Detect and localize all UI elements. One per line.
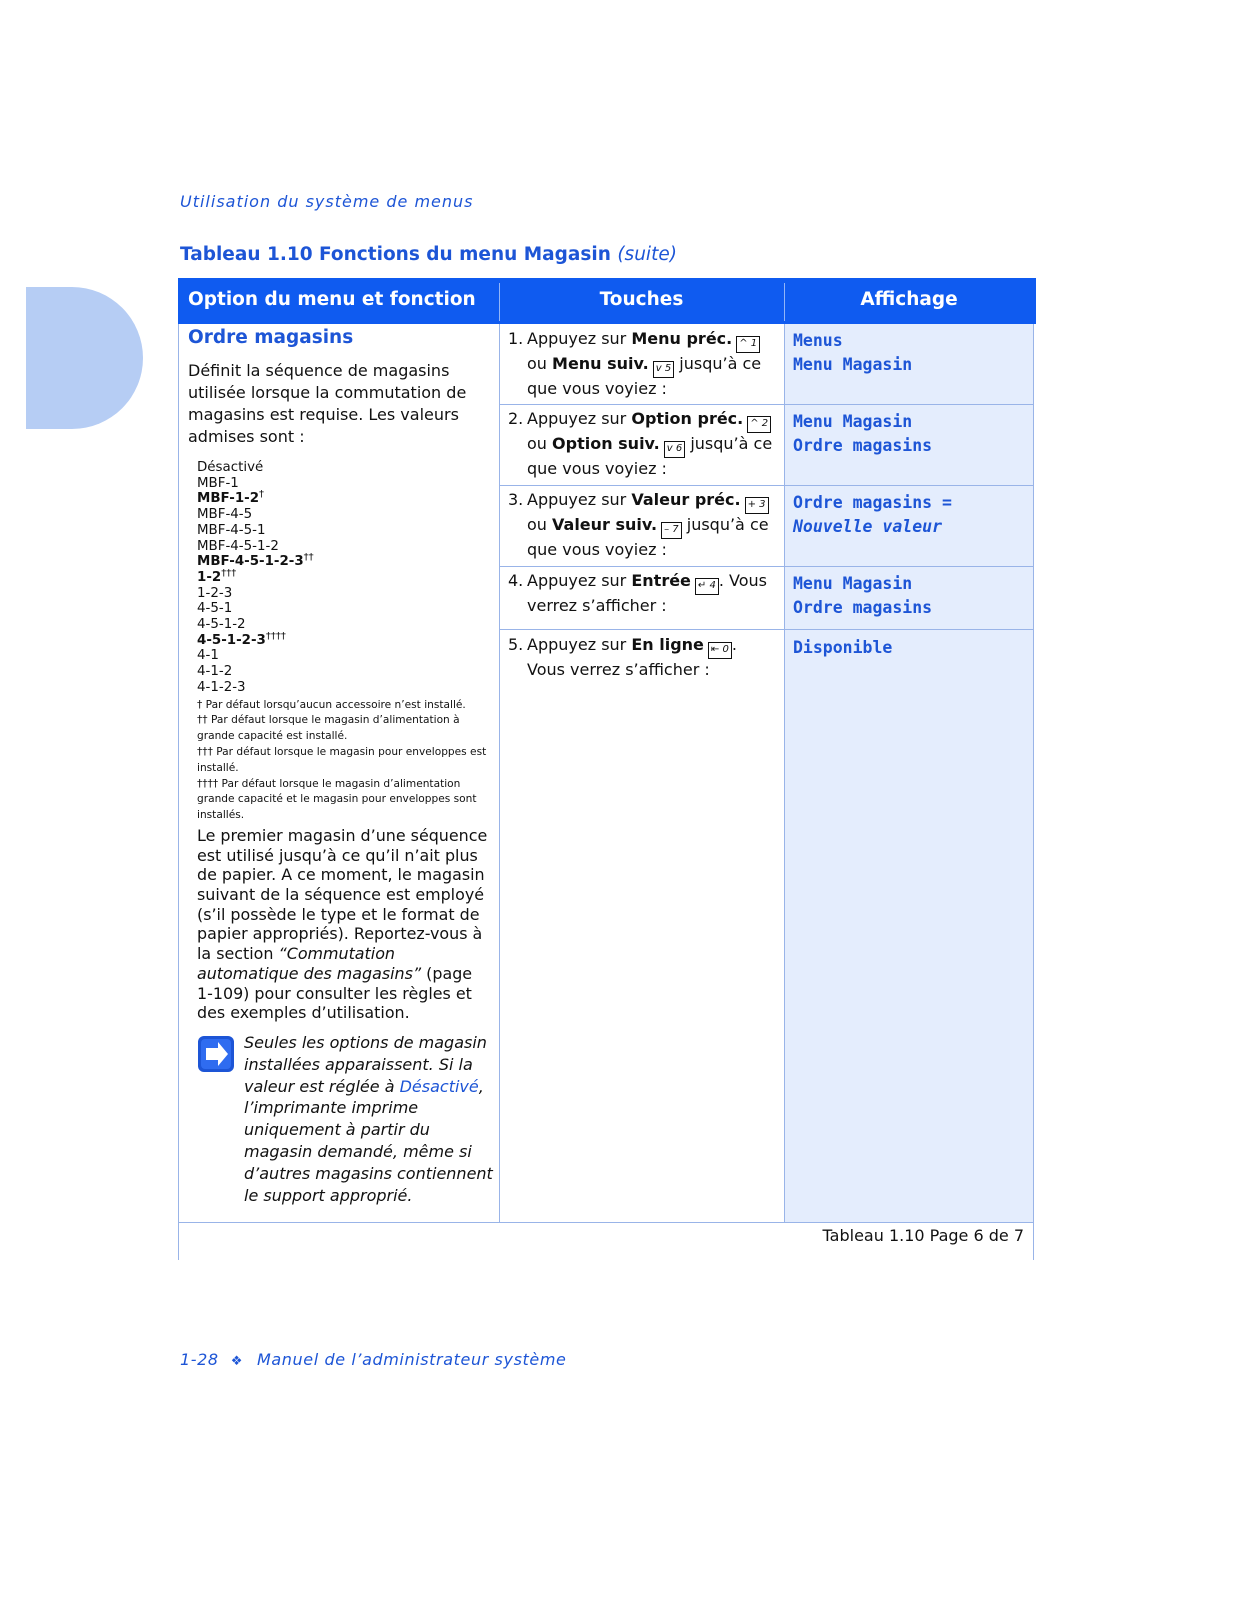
display-line: Nouvelle valeur xyxy=(793,516,943,536)
footnote-mark: †† xyxy=(303,552,314,564)
value-option xyxy=(197,648,488,664)
table-border-right xyxy=(1033,324,1034,1260)
step-text xyxy=(527,408,777,480)
key-name: Menu suiv. xyxy=(552,354,649,373)
option-description: Définit la séquence de magasins utilisée lorsque la commutation de magasins est requise. Les valeurs admises sont : xyxy=(188,361,467,446)
table-border-left xyxy=(178,324,179,1260)
step-part: Appuyez sur xyxy=(527,329,632,348)
value-text: MBF-4-5-1-2 xyxy=(197,538,279,554)
value-option xyxy=(197,491,488,507)
row-divider xyxy=(499,404,1034,405)
note-arrow-icon xyxy=(197,1035,235,1073)
footnote-mark: ††† xyxy=(221,567,237,579)
header-touches: Touches xyxy=(599,289,684,310)
key-online-icon: ⇤ 0 xyxy=(708,642,732,659)
step-part: . Vous verrez s’afficher : xyxy=(527,571,767,615)
key-up-icon: ^ 2 xyxy=(747,416,771,433)
key-down-icon: v 5 xyxy=(653,361,674,378)
step-part: Appuyez sur xyxy=(527,571,632,590)
value-option xyxy=(197,601,488,617)
display-line: Menu Magasin xyxy=(793,354,913,374)
footnote: †††† Par défaut lorsque le magasin d’alimentation grande capacité et le magasin pour enveloppes sont installés. xyxy=(197,777,477,822)
step-5 xyxy=(508,634,778,689)
value-option xyxy=(197,523,488,539)
key-minus-icon: – 7 xyxy=(661,522,682,539)
step-text xyxy=(527,570,777,617)
value-text: MBF-4-5-1 xyxy=(197,522,266,538)
step-number: 5. xyxy=(508,635,524,654)
value-text: 4-5-1 xyxy=(197,601,233,617)
display-line: Disponible xyxy=(793,638,893,657)
step-part: Appuyez sur xyxy=(527,409,632,428)
value-option xyxy=(197,680,488,696)
table-bottom-border xyxy=(178,1222,1034,1223)
key-name: En ligne xyxy=(631,635,704,654)
step-number: 1. xyxy=(508,329,524,348)
row-divider xyxy=(499,629,1034,630)
footnotes xyxy=(197,698,489,824)
step-text xyxy=(527,328,777,400)
para-text: (page 1-109) pour consulter les règles et des exemples d’utilisation. xyxy=(197,963,473,1023)
note-text-part: , l’imprimante imprime uniquement à partir du magasin demandé, même si d’autres magasins contiennent le support approprié. xyxy=(244,1076,493,1205)
display-1 xyxy=(793,329,1033,376)
step-text xyxy=(527,489,777,561)
value-option xyxy=(197,507,488,523)
value-option xyxy=(197,460,488,476)
footnote: ††† Par défaut lorsque le magasin pour enveloppes est installé. xyxy=(197,745,487,774)
footnote-mark: †††† xyxy=(265,630,286,642)
display-line: Ordre magasins = xyxy=(793,493,952,512)
value-text: 4-5-1-2 xyxy=(197,617,246,633)
running-head: Utilisation du système de menus xyxy=(180,192,474,211)
option-cell xyxy=(188,327,493,1217)
key-name: Entrée xyxy=(631,571,691,590)
value-text: 4-1 xyxy=(197,648,219,664)
value-option xyxy=(197,554,488,570)
step-part: Appuyez sur xyxy=(527,635,632,654)
step-number: 2. xyxy=(508,409,524,428)
value-option xyxy=(197,539,488,555)
table-page-indicator: Tableau 1.10 Page 6 de 7 xyxy=(822,1226,1024,1245)
row-divider xyxy=(499,485,1034,486)
value-option xyxy=(197,476,488,492)
header-affichage: Affichage xyxy=(860,289,958,310)
step-part: . Vous verrez s’afficher : xyxy=(527,635,737,679)
value-option xyxy=(197,617,488,633)
value-option xyxy=(197,630,488,649)
option-title: Ordre magasins xyxy=(188,327,354,348)
note-text-part: Seules les options de magasin installées apparaissent. Si la valeur est réglée à xyxy=(244,1032,487,1096)
footnote: †† Par défaut lorsque le magasin d’alimentation à grande capacité est installé. xyxy=(197,714,460,743)
value-option xyxy=(197,664,488,680)
note-link[interactable]: Désactivé xyxy=(399,1076,479,1096)
key-up-icon: ^ 1 xyxy=(736,336,760,353)
step-part: jusqu’à ce que vous voyiez : xyxy=(527,434,773,478)
value-text: MBF-1-2 xyxy=(197,491,260,507)
step-3 xyxy=(508,489,778,559)
key-name: Menu préc. xyxy=(631,329,733,348)
step-number: 4. xyxy=(508,571,524,590)
display-5 xyxy=(793,636,1033,660)
step-4 xyxy=(508,570,778,625)
manual-title: Manuel de l’administrateur système xyxy=(256,1350,567,1369)
key-name: Valeur suiv. xyxy=(552,515,658,534)
step-part: ou xyxy=(527,354,553,373)
page-footer xyxy=(180,1350,566,1369)
key-name: Option préc. xyxy=(631,409,744,428)
display-line: Ordre magasins xyxy=(793,597,933,617)
display-line: Menu Magasin xyxy=(793,574,913,593)
step-part: ou xyxy=(527,515,553,534)
value-option xyxy=(197,567,488,586)
step-number: 3. xyxy=(508,490,524,509)
display-3 xyxy=(793,491,1033,538)
key-enter-icon: ↵ 4 xyxy=(695,578,719,595)
value-text: MBF-4-5-1-2-3 xyxy=(197,554,304,570)
header-option: Option du menu et fonction xyxy=(188,289,476,310)
value-text: 4-5-1-2-3 xyxy=(197,632,266,648)
footnote-mark: † xyxy=(259,489,265,501)
step-1 xyxy=(508,328,778,398)
key-name: Valeur préc. xyxy=(631,490,741,509)
value-text: 4-1-2 xyxy=(197,664,233,680)
diamond-icon: ❖ xyxy=(230,1354,243,1369)
step-part: jusqu’à ce que vous voyiez : xyxy=(527,354,762,398)
chapter-tab-marker xyxy=(26,287,143,429)
key-plus-icon: + 3 xyxy=(745,497,769,514)
footnote: † Par défaut lorsqu’aucun accessoire n’est installé. xyxy=(197,698,466,711)
value-text: MBF-4-5 xyxy=(197,507,253,523)
key-name: Option suiv. xyxy=(552,434,660,453)
row-divider xyxy=(499,566,1034,567)
display-line: Menu Magasin xyxy=(793,412,913,431)
value-text: Désactivé xyxy=(197,460,264,475)
value-text: 1-2 xyxy=(197,569,222,585)
display-2 xyxy=(793,410,1033,457)
key-down-icon: v 6 xyxy=(664,441,685,458)
para-text: Le premier magasin d’une séquence est utilisé jusqu’à ce qu’il n’ait plus de papier. A ce moment, le magasin suivant de la séquence est employé (s’il possède le type et le format de papier appropriés). Reportez-vous à la section xyxy=(197,825,488,964)
values-list xyxy=(197,460,488,696)
note-text xyxy=(244,1032,494,1206)
value-text: 4-1-2-3 xyxy=(197,679,246,695)
caption-suite: (suite) xyxy=(617,244,677,265)
step-part: jusqu’à ce que vous voyiez : xyxy=(527,515,769,559)
step-part: ou xyxy=(527,434,553,453)
column-divider xyxy=(499,324,500,1222)
caption-main: Tableau 1.10 Fonctions du menu Magasin xyxy=(180,244,611,265)
step-part: Appuyez sur xyxy=(527,490,632,509)
table-header-row xyxy=(178,278,1036,324)
value-text: MBF-1 xyxy=(197,475,239,491)
value-text: 1-2-3 xyxy=(197,585,233,601)
step-text xyxy=(527,634,777,681)
display-line: Menus xyxy=(793,331,843,350)
value-option xyxy=(197,586,488,602)
sequence-explanation xyxy=(197,826,489,1023)
menu-table xyxy=(178,278,1036,1260)
page-number: 1-28 xyxy=(180,1350,219,1369)
display-4 xyxy=(793,572,1033,619)
step-2 xyxy=(508,408,778,478)
display-line: Ordre magasins xyxy=(793,435,933,455)
column-divider xyxy=(784,324,785,1222)
display-column-background xyxy=(784,324,1034,1222)
table-caption xyxy=(180,244,677,265)
note-box xyxy=(197,1032,493,1217)
section-reference: “Commutation automatique des magasins” xyxy=(197,944,422,983)
